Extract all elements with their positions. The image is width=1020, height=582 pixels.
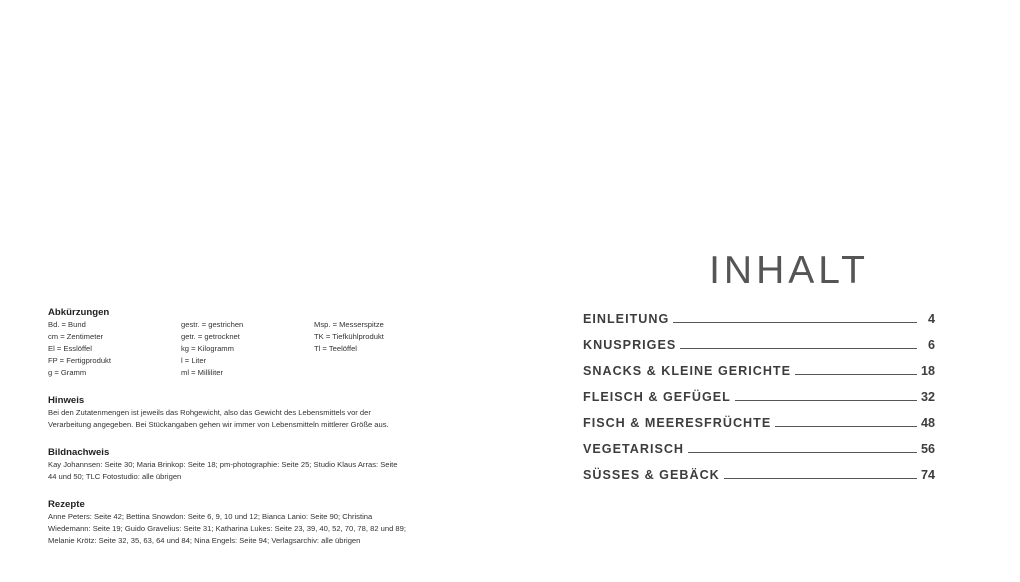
toc-entry-page: 4 [927,312,935,326]
abbreviation-item: El = Esslöffel [48,344,92,353]
recipes-heading: Rezepte [48,499,85,510]
toc-entry-label: EINLEITUNG [583,312,670,326]
toc-leader-line [673,322,917,323]
toc-leader-line [688,452,917,453]
toc-entry-label: FISCH & MEERESFRÜCHTE [583,416,772,430]
table-of-contents [583,248,935,488]
toc-entry-label: SÜSSES & GEBÄCK [583,468,720,482]
toc-leader-line [735,400,917,401]
photo-credits-text: Kay Johannsen: Seite 30; Maria Brinkop: Seite 18; pm-photographie: Seite 25; Studio Klaus Arras: Seite 44 und 50; TLC Fotostudio: alle übrigen [48,460,398,481]
toc-entry[interactable] [583,384,935,410]
toc-entry-page: 32 [920,390,935,404]
abbreviation-item: l = Liter [181,356,207,365]
abbreviation-item: Bd. = Bund [48,320,86,329]
toc-entry-page: 48 [920,416,935,430]
toc-entry-label: VEGETARISCH [583,442,685,456]
toc-entry-label: SNACKS & KLEINE GERICHTE [583,364,792,378]
abbreviation-item: g = Gramm [48,368,87,377]
toc-entry-page: 18 [920,364,935,378]
toc-entry[interactable] [583,436,935,462]
abbreviations-heading: Abkürzungen [48,307,110,318]
toc-entry-page: 74 [920,468,935,482]
toc-entry[interactable] [583,410,935,436]
toc-entry-label: FLEISCH & GEFÜGEL [583,390,731,404]
hint-heading: Hinweis [48,395,85,406]
abbreviation-item: getr. = getrocknet [181,332,240,341]
abbreviations-list [48,319,408,379]
toc-entry[interactable] [583,358,935,384]
toc-entry-page: 56 [920,442,935,456]
toc-leader-line [724,478,917,479]
toc-entry[interactable] [583,306,935,332]
abbreviation-item [314,355,447,367]
toc-leader-line [775,426,917,427]
hint-text: Bei den Zutatenmengen ist jeweils das Rohgewicht, also das Gewicht des Lebensmittels vor der Verarbeitung angegeben. Bei Stückangaben gehen wir immer von Lebensmitteln mittlerer Größe aus. [48,408,389,429]
abbreviation-item: Tl = Teelöffel [314,344,357,353]
abbreviation-item: kg = Kilogramm [181,344,234,353]
toc-entry-page: 6 [927,338,935,352]
abbreviation-item: cm = Zentimeter [48,332,104,341]
abbreviation-item: FP = Fertigprodukt [48,356,111,365]
abbreviation-item: gestr. = gestrichen [181,320,244,329]
photo-credits-heading: Bildnachweis [48,447,110,458]
abbreviation-item [314,367,447,379]
toc-leader-line [680,348,917,349]
toc-entry-label: KNUSPRIGES [583,338,677,352]
toc-entry[interactable] [583,462,935,488]
toc-title: INHALT [709,249,869,292]
toc-entry[interactable] [583,332,935,358]
recipes-text: Anne Peters: Seite 42; Bettina Snowdon: Seite 6, 9, 10 und 12; Bianca Lanio: Seite 90; Christina Wiedemann: Seite 19; Guido Gravelius: Seite 31; Katharina Lukes: Seite 23, 39, 40, 52, 70, 78, 82 und 89; Melanie Krötz: Seite 32, 35, 63, 64 und 84; Nina Engels: Seite 94; Verlagsarchiv: alle übrigen [48,512,406,545]
abbreviation-item: ml = Milliliter [181,368,223,377]
toc-leader-line [795,374,917,375]
abbreviation-item: Msp. = Messerspitze [314,320,384,329]
abbreviation-item: TK = Tiefkühlprodukt [314,332,384,341]
imprint-column [48,306,408,547]
